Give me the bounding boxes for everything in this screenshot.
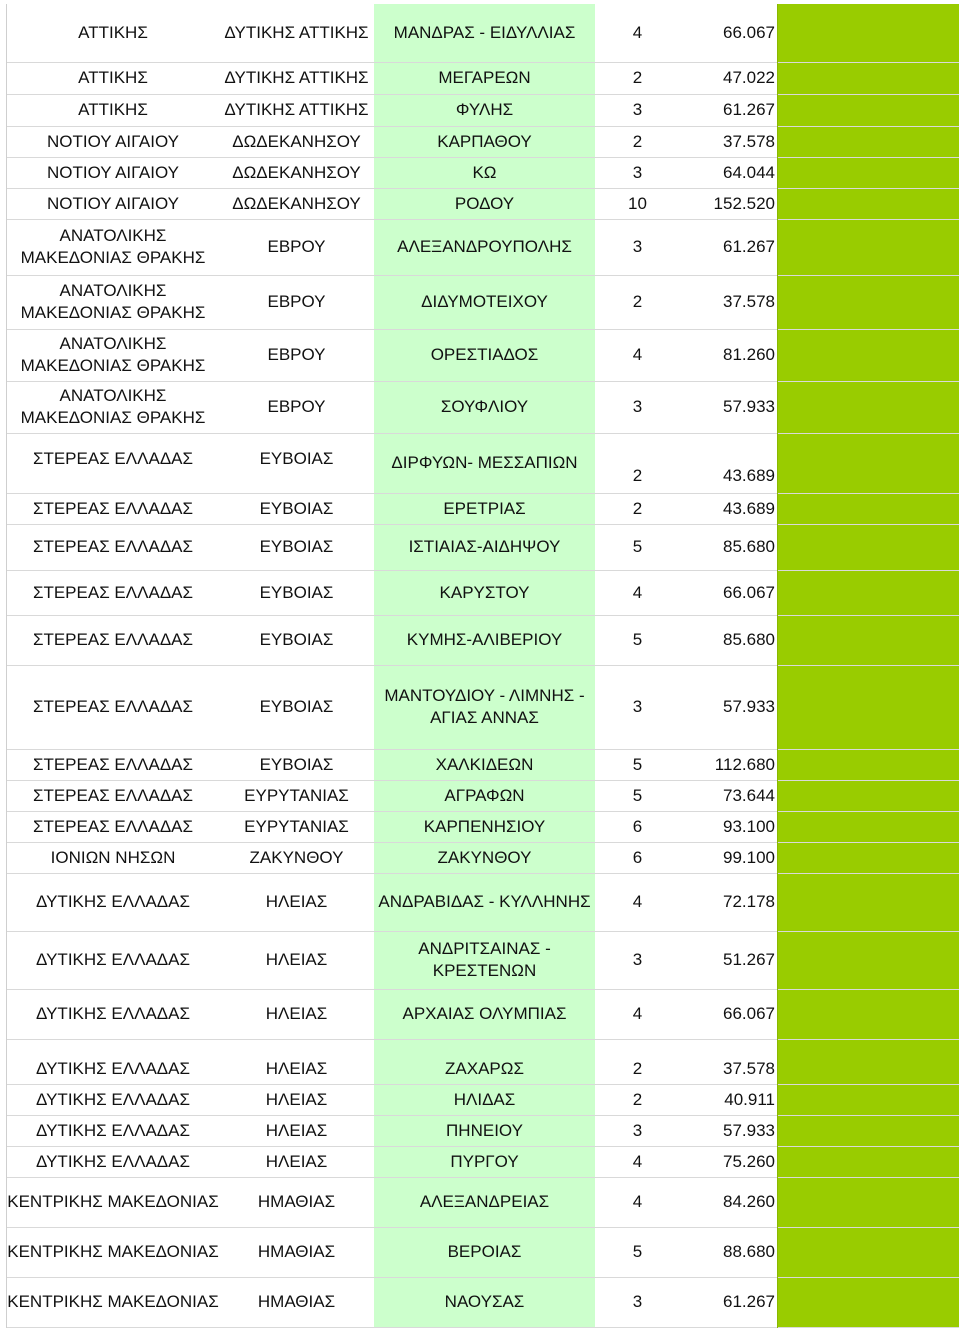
prefecture-cell: ΗΛΕΙΑΣ [265,1058,328,1078]
region-cell: ΚΕΝΤΡΙΚΗΣ ΜΑΚΕΔΟΝΙΑΣ [7,1277,220,1327]
population-cell: 85.680 [723,537,775,556]
region-cell: ΣΤΕΡΕΑΣ ΕΛΛΑΔΑΣ [7,433,220,493]
region-cell: ΙΟΝΙΩΝ ΝΗΣΩΝ [7,842,220,873]
prefecture-cell: ΕΥΒΟΙΑΣ [259,630,334,649]
prefecture-cell: ΕΒΡΟΥ [267,237,326,256]
region-cell: ΣΤΕΡΕΑΣ ΕΛΛΑΔΑΣ [7,524,220,570]
seats-cell: 3 [632,1120,643,1140]
region-cell: ΑΤΤΙΚΗΣ [7,62,220,94]
municipality-cell: ΜΑΝΤΟΥΔΙΟΥ - ΛΙΜΝΗΣ - ΑΓΙΑΣ ΑΝΝΑΣ [374,665,595,749]
table-row [7,989,960,1039]
population-cell: 40.911 [724,1089,775,1109]
municipality-cell: ΜΕΓΑΡΕΩΝ [374,62,595,94]
municipality-cell: ΜΑΝΔΡΑΣ - ΕΙΔΥΛΛΙΑΣ [374,4,595,62]
seats-cell: 6 [632,847,643,867]
prefecture-cell: ΗΛΕΙΑΣ [265,1120,328,1140]
population-cell: 57.933 [723,397,775,416]
municipality-cell: ΖΑΚΥΝΘΟΥ [374,842,595,873]
population-cell: 61.267 [723,1292,775,1311]
seats-cell: 5 [632,785,643,805]
highlight-cell [778,615,960,665]
prefecture-cell: ΕΒΡΟΥ [267,345,326,364]
seats-cell: 4 [632,1192,643,1211]
region-cell: ΔΥΤΙΚΗΣ ΕΛΛΑΔΑΣ [7,989,220,1039]
table-row [7,873,960,931]
highlight-cell [778,275,960,329]
highlight-cell [778,493,960,524]
table-row [7,62,960,94]
highlight-cell [778,1146,960,1177]
seats-cell: 3 [632,237,643,256]
seats-cell: 2 [632,292,643,311]
municipality-table [6,4,959,1328]
highlight-cell [778,873,960,931]
prefecture-cell: ΔΥΤΙΚΗΣ ΑΤΤΙΚΗΣ [224,100,369,119]
municipality-cell: ΚΑΡΥΣΤΟΥ [374,570,595,615]
municipality-cell: ΑΛΕΞΑΝΔΡΕΙΑΣ [374,1177,595,1227]
municipality-cell: ΚΑΡΠΑΘΟΥ [374,126,595,157]
population-cell: 81.260 [723,345,775,364]
highlight-cell [778,433,960,493]
region-cell: ΣΤΕΡΕΑΣ ΕΛΛΑΔΑΣ [7,493,220,524]
prefecture-cell: ΕΥΒΟΙΑΣ [259,448,334,468]
population-cell: 88.680 [723,1242,775,1261]
population-cell: 73.644 [723,785,775,805]
highlight-cell [778,749,960,780]
seats-cell: 3 [632,950,643,969]
highlight-cell [778,1227,960,1277]
table-row [7,493,960,524]
prefecture-cell: ΕΥΒΟΙΑΣ [259,582,334,602]
municipality-cell: ΑΓΡΑΦΩΝ [374,780,595,811]
municipality-cell: ΚΑΡΠΕΝΗΣΙΟΥ [374,811,595,842]
highlight-cell [778,157,960,188]
region-cell: ΝΟΤΙΟΥ ΑΙΓΑΙΟΥ [7,126,220,157]
region-cell: ΑΝΑΤΟΛΙΚΗΣ ΜΑΚΕΔΟΝΙΑΣ ΘΡΑΚΗΣ [7,329,220,381]
population-cell: 61.267 [723,100,775,119]
population-cell: 66.067 [723,22,775,42]
municipality-cell: ΡΟΔΟΥ [374,188,595,219]
seats-cell: 10 [628,193,647,213]
region-cell: ΑΝΑΤΟΛΙΚΗΣ ΜΑΚΕΔΟΝΙΑΣ ΘΡΑΚΗΣ [7,381,220,433]
seats-cell: 5 [632,754,643,774]
municipality-cell: ΙΣΤΙΑΙΑΣ-ΑΙΔΗΨΟΥ [374,524,595,570]
region-cell: ΣΤΕΡΕΑΣ ΕΛΛΑΔΑΣ [7,749,220,780]
municipality-cell: ΟΡΕΣΤΙΑΔΟΣ [374,329,595,381]
municipality-cell: ΚΩ [374,157,595,188]
table-row [7,665,960,749]
population-cell: 43.689 [723,465,775,485]
seats-cell: 2 [632,1058,643,1078]
seats-cell: 2 [632,498,643,518]
region-cell: ΔΥΤΙΚΗΣ ΕΛΛΑΔΑΣ [7,873,220,931]
seats-cell: 4 [632,892,643,911]
table-body [7,4,960,1327]
prefecture-cell: ΗΛΕΙΑΣ [265,1089,328,1109]
seats-cell: 2 [632,68,643,87]
highlight-cell [778,989,960,1039]
seats-cell: 3 [632,162,643,182]
municipality-cell: ΑΡΧΑΙΑΣ ΟΛΥΜΠΙΑΣ [374,989,595,1039]
table-row [7,275,960,329]
table-row [7,524,960,570]
municipality-cell: ΑΝΔΡΑΒΙΔΑΣ - ΚΥΛΛΗΝΗΣ [374,873,595,931]
highlight-cell [778,381,960,433]
seats-cell: 5 [632,1242,643,1261]
population-cell: 85.680 [723,630,775,649]
municipality-cell: ΣΟΥΦΛΙΟΥ [374,381,595,433]
table-row [7,931,960,989]
population-cell: 51.267 [723,950,775,969]
seats-cell: 4 [632,22,643,42]
prefecture-cell: ΗΛΕΙΑΣ [265,1004,328,1023]
prefecture-cell: ΔΩΔΕΚΑΝΗΣΟΥ [232,162,361,182]
highlight-cell [778,665,960,749]
table-row [7,811,960,842]
highlight-cell [778,219,960,275]
highlight-cell [778,780,960,811]
seats-cell: 2 [632,465,643,485]
population-cell: 43.689 [723,498,775,518]
municipality-cell: ΠΗΝΕΙΟΥ [374,1115,595,1146]
highlight-cell [778,126,960,157]
population-cell: 64.044 [723,162,775,182]
population-cell: 66.067 [723,1004,775,1023]
table-row [7,126,960,157]
seats-cell: 5 [632,537,643,556]
region-cell: ΣΤΕΡΕΑΣ ΕΛΛΑΔΑΣ [7,615,220,665]
prefecture-cell: ΗΜΑΘΙΑΣ [257,1192,336,1211]
region-cell: ΔΥΤΙΚΗΣ ΕΛΛΑΔΑΣ [7,931,220,989]
prefecture-cell: ΗΜΑΘΙΑΣ [257,1242,336,1261]
region-cell: ΚΕΝΤΡΙΚΗΣ ΜΑΚΕΔΟΝΙΑΣ [7,1227,220,1277]
highlight-cell [778,1084,960,1115]
seats-cell: 5 [632,630,643,649]
highlight-cell [778,1177,960,1227]
table-row [7,219,960,275]
region-cell: ΣΤΕΡΕΑΣ ΕΛΛΑΔΑΣ [7,665,220,749]
table-row [7,4,960,62]
region-cell: ΣΤΕΡΕΑΣ ΕΛΛΑΔΑΣ [7,570,220,615]
population-cell: 99.100 [723,847,775,867]
population-cell: 66.067 [723,582,775,602]
municipality-cell: ΝΑΟΥΣΑΣ [374,1277,595,1327]
population-cell: 84.260 [723,1192,775,1211]
prefecture-cell: ΕΥΡΥΤΑΝΙΑΣ [244,785,349,805]
prefecture-cell: ΔΩΔΕΚΑΝΗΣΟΥ [232,131,361,151]
prefecture-cell: ΕΥΒΟΙΑΣ [259,498,334,518]
prefecture-cell: ΕΥΒΟΙΑΣ [259,754,334,774]
region-cell: ΔΥΤΙΚΗΣ ΕΛΛΑΔΑΣ [7,1146,220,1177]
table-row [7,1227,960,1277]
population-cell: 75.260 [723,1151,775,1171]
municipality-cell: ΖΑΧΑΡΩΣ [374,1039,595,1084]
municipality-cell: ΕΡΕΤΡΙΑΣ [374,493,595,524]
region-cell: ΚΕΝΤΡΙΚΗΣ ΜΑΚΕΔΟΝΙΑΣ [7,1177,220,1227]
highlight-cell [778,1115,960,1146]
highlight-cell [778,811,960,842]
seats-cell: 3 [632,100,643,119]
table-row [7,615,960,665]
table-row [7,1146,960,1177]
table-row [7,433,960,493]
municipality-cell: ΑΛΕΞΑΝΔΡΟΥΠΟΛΗΣ [374,219,595,275]
table-row [7,780,960,811]
highlight-cell [778,4,960,62]
prefecture-cell: ΗΛΕΙΑΣ [265,950,328,969]
population-cell: 152.520 [713,193,775,213]
prefecture-cell: ΕΥΡΥΤΑΝΙΑΣ [244,816,349,836]
prefecture-cell: ΖΑΚΥΝΘΟΥ [249,847,344,867]
table-row [7,1084,960,1115]
prefecture-cell: ΗΜΑΘΙΑΣ [257,1292,336,1311]
municipality-cell: ΔΙΔΥΜΟΤΕΙΧΟΥ [374,275,595,329]
prefecture-cell: ΕΒΡΟΥ [267,397,326,416]
seats-cell: 4 [632,1004,643,1023]
highlight-cell [778,329,960,381]
region-cell: ΝΟΤΙΟΥ ΑΙΓΑΙΟΥ [7,157,220,188]
municipality-cell: ΧΑΛΚΙΔΕΩΝ [374,749,595,780]
table-row [7,157,960,188]
population-cell: 61.267 [723,237,775,256]
prefecture-cell: ΕΥΒΟΙΑΣ [259,537,334,556]
highlight-cell [778,842,960,873]
municipality-cell: ΦΥΛΗΣ [374,94,595,126]
population-cell: 47.022 [723,68,775,87]
population-cell: 72.178 [723,892,775,911]
seats-cell: 6 [632,816,643,836]
municipality-cell: ΗΛΙΔΑΣ [374,1084,595,1115]
region-cell: ΔΥΤΙΚΗΣ ΕΛΛΑΔΑΣ [7,1115,220,1146]
table-row [7,570,960,615]
highlight-cell [778,94,960,126]
region-cell: ΔΥΤΙΚΗΣ ΕΛΛΑΔΑΣ [7,1084,220,1115]
prefecture-cell: ΔΩΔΕΚΑΝΗΣΟΥ [232,193,361,213]
population-cell: 93.100 [723,816,775,836]
population-cell: 112.680 [714,754,775,774]
table-row [7,381,960,433]
seats-cell: 4 [632,1151,643,1171]
region-cell: ΑΤΤΙΚΗΣ [7,4,220,62]
highlight-cell [778,1039,960,1084]
highlight-cell [778,1277,960,1327]
region-cell: ΑΤΤΙΚΗΣ [7,94,220,126]
seats-cell: 2 [632,131,643,151]
highlight-cell [778,188,960,219]
seats-cell: 4 [632,582,643,602]
municipality-cell: ΔΙΡΦΥΩΝ- ΜΕΣΣΑΠΙΩΝ [374,433,595,493]
highlight-cell [778,62,960,94]
table-row [7,94,960,126]
table-row [7,1115,960,1146]
seats-cell: 2 [632,1089,643,1109]
prefecture-cell: ΔΥΤΙΚΗΣ ΑΤΤΙΚΗΣ [224,68,369,87]
prefecture-cell: ΕΒΡΟΥ [267,292,326,311]
region-cell: ΣΤΕΡΕΑΣ ΕΛΛΑΔΑΣ [7,780,220,811]
population-cell: 37.578 [723,131,775,151]
table-row [7,749,960,780]
table-row [7,1039,960,1084]
region-cell: ΣΤΕΡΕΑΣ ΕΛΛΑΔΑΣ [7,811,220,842]
region-cell: ΝΟΤΙΟΥ ΑΙΓΑΙΟΥ [7,188,220,219]
population-cell: 57.933 [723,1120,775,1140]
municipality-cell: ΑΝΔΡΙΤΣΑΙΝΑΣ - ΚΡΕΣΤΕΝΩΝ [374,931,595,989]
prefecture-cell: ΔΥΤΙΚΗΣ ΑΤΤΙΚΗΣ [224,22,369,42]
seats-cell: 4 [632,345,643,364]
seats-cell: 3 [632,397,643,416]
municipality-cell: ΚΥΜΗΣ-ΑΛΙΒΕΡΙΟΥ [374,615,595,665]
table-row [7,188,960,219]
region-cell: ΔΥΤΙΚΗΣ ΕΛΛΑΔΑΣ [7,1039,220,1084]
prefecture-cell: ΗΛΕΙΑΣ [265,1151,328,1171]
table-row [7,1177,960,1227]
population-cell: 37.578 [723,1058,775,1078]
population-cell: 37.578 [723,292,775,311]
population-cell: 57.933 [723,697,775,716]
region-cell: ΑΝΑΤΟΛΙΚΗΣ ΜΑΚΕΔΟΝΙΑΣ ΘΡΑΚΗΣ [7,275,220,329]
table-row [7,842,960,873]
municipality-cell: ΠΥΡΓΟΥ [374,1146,595,1177]
region-cell: ΑΝΑΤΟΛΙΚΗΣ ΜΑΚΕΔΟΝΙΑΣ ΘΡΑΚΗΣ [7,219,220,275]
highlight-cell [778,570,960,615]
highlight-cell [778,524,960,570]
seats-cell: 3 [632,1292,643,1311]
prefecture-cell: ΗΛΕΙΑΣ [265,892,328,911]
table-row [7,329,960,381]
prefecture-cell: ΕΥΒΟΙΑΣ [259,697,334,716]
table-row [7,1277,960,1327]
seats-cell: 3 [632,697,643,716]
municipality-cell: ΒΕΡΟΙΑΣ [374,1227,595,1277]
highlight-cell [778,931,960,989]
